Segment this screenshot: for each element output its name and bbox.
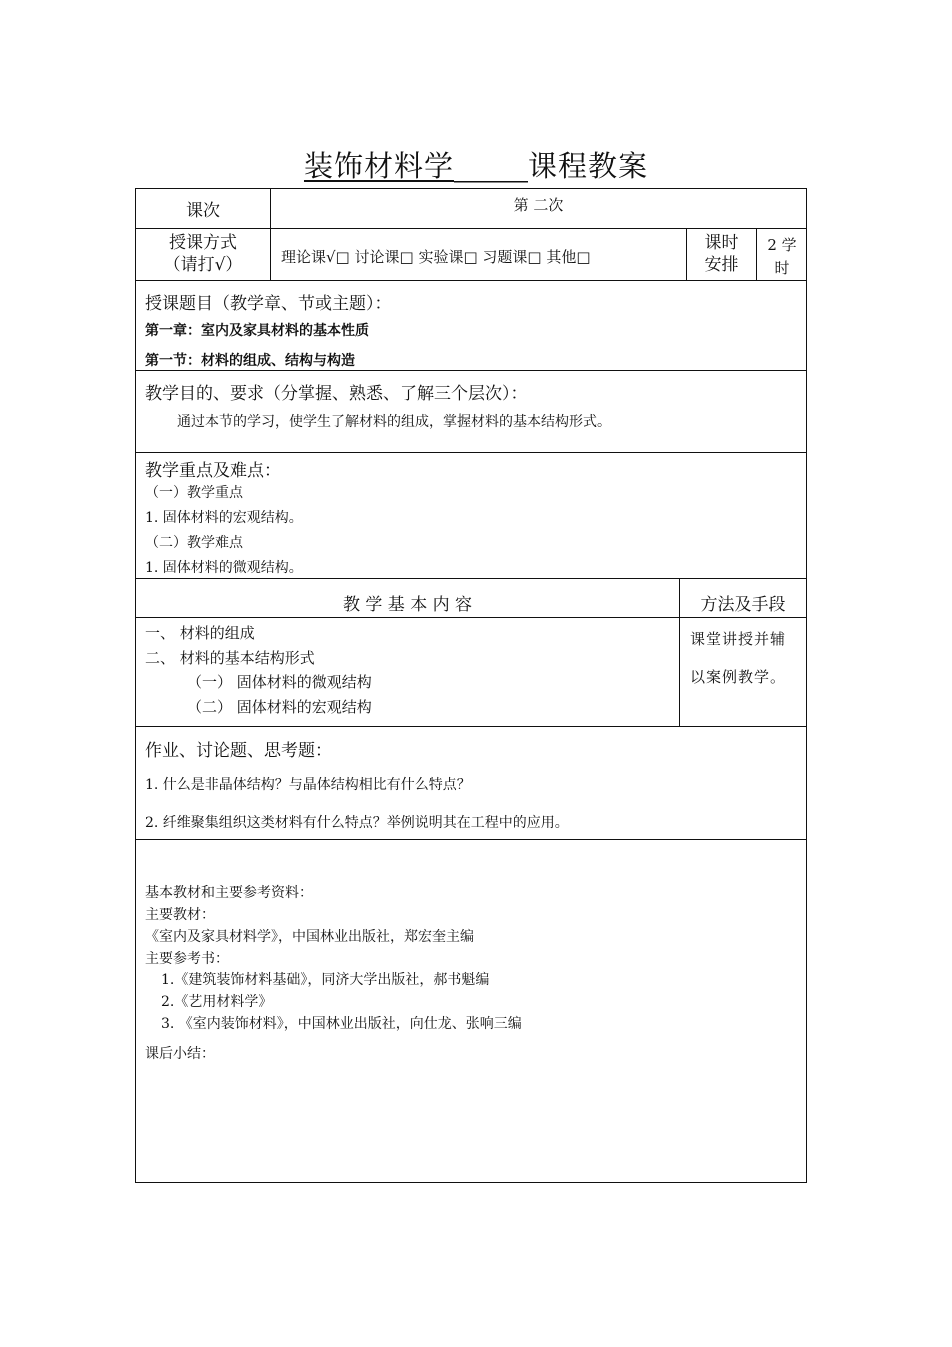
method-text-line2: 以案例教学。 [690,668,787,686]
keypoint-line: （一）教学重点 [145,485,243,501]
objectives-text: 通过本节的学习，使学生了解材料的组成，掌握材料的基本结构形式。 [177,414,611,430]
rule [135,228,807,229]
homework-heading: 作业、讨论题、思考题： [145,741,332,761]
rule [135,839,807,840]
hours-value-line2: 时 [774,259,790,277]
reference-books-label: 主要参考书： [145,951,229,967]
method-label [136,232,270,276]
rule [135,370,807,371]
course-subject: 装饰材料学 [304,146,528,186]
hours-label [687,232,756,276]
method-options: 理论课√□ 讨论课□ 实验课□ 习题课□ 其他□ [281,248,591,266]
topic-chapter: 第一章：室内及家具材料的基本性质 [145,323,369,339]
content-line: 一、 材料的组成 [145,624,255,642]
objectives-heading: 教学目的、要求（分掌握、熟悉、了解三个层次）： [145,384,528,404]
document-title [0,146,952,186]
content-line: 二、 材料的基本结构形式 [145,649,315,667]
hours-label-line2: 安排 [704,255,739,275]
keypoints-heading: 教学重点及难点： [145,461,281,481]
content-line: （一） 固体材料的微观结构 [187,673,372,691]
keypoint-line: 1. 固体材料的微观结构。 [145,560,303,576]
reference-book: 1.《建筑装饰材料基础》，同济大学出版社，郝书魁编 [161,972,490,988]
keypoint-line: 1. 固体材料的宏观结构。 [145,510,303,526]
rule [135,617,807,618]
main-textbook-label: 主要教材： [145,907,215,923]
session-value: 第 二次 [513,196,564,214]
homework-question-1: 1. 什么是非晶体结构？与晶体结构相比有什么特点？ [145,777,471,793]
after-class-summary-label: 课后小结： [145,1046,215,1062]
method-text-line1: 课堂讲授并辅 [690,630,787,648]
session-label: 课次 [186,201,220,221]
hours-value [757,234,807,280]
rule [135,452,807,453]
rule [135,726,807,727]
hours-value-line1: 2 学 [767,236,797,254]
method-label-line1: 授课方式 [169,233,237,253]
references-heading: 基本教材和主要参考资料： [145,885,313,901]
content-header: 教 学 基 本 内 容 [342,595,473,615]
rule [135,578,807,579]
hours-label-line1: 课时 [704,233,739,253]
homework-question-2: 2. 纤维聚集组织这类材料有什么特点？举例说明其在工程中的应用。 [145,815,569,831]
reference-book: 2.《艺用材料学》 [161,994,273,1010]
rule [135,280,807,281]
reference-book: 3. 《室内装饰材料》，中国林业出版社，向仕龙、张响三编 [161,1016,522,1032]
title-suffix: 课程教案 [528,149,649,183]
content-line: （二） 固体材料的宏观结构 [187,698,372,716]
topic-section: 第一节：材料的组成、结构与构造 [145,353,355,369]
method-label-line2: （请打√） [163,255,243,275]
method-header: 方法及手段 [700,595,786,615]
topic-heading: 授课题目（教学章、节或主题）： [145,294,392,314]
keypoint-line: （二）教学难点 [145,535,243,551]
main-textbook: 《室内及家具材料学》，中国林业出版社，郑宏奎主编 [145,929,474,945]
